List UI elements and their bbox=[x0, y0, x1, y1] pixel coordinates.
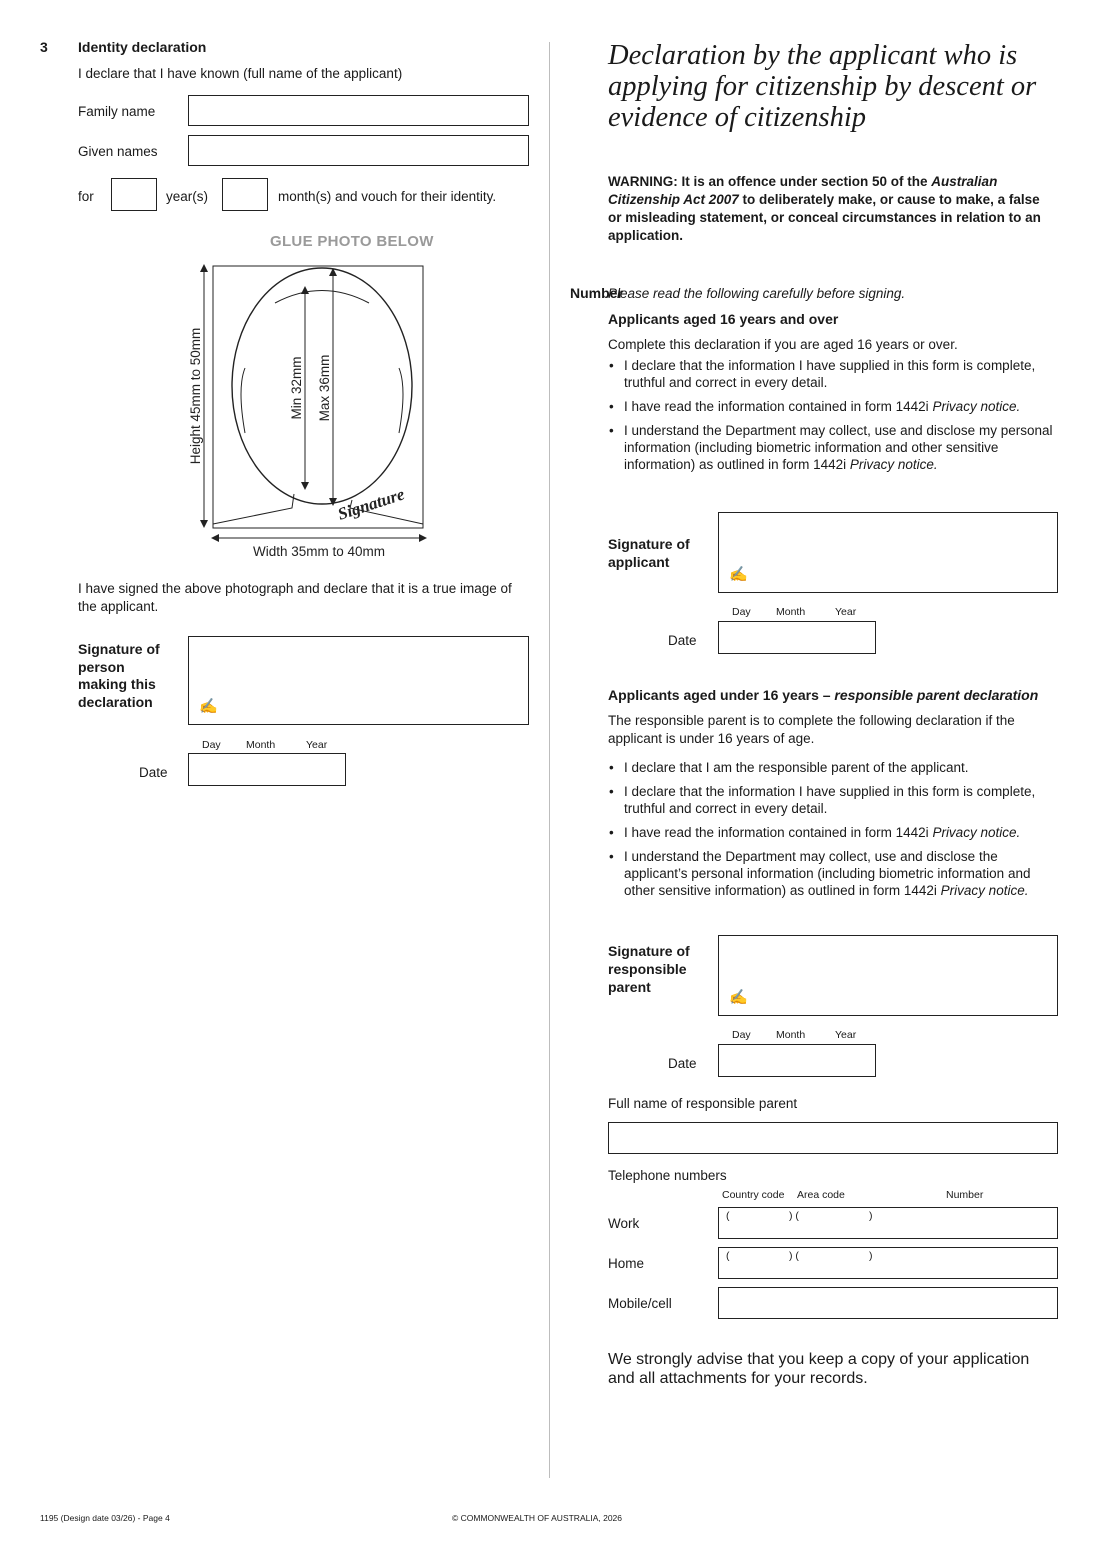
parent-signature-box[interactable] bbox=[718, 935, 1058, 1016]
over16-title: Applicants aged 16 years and over bbox=[608, 311, 839, 327]
home-label: Home bbox=[608, 1256, 645, 1271]
under16-bullets bbox=[608, 759, 1056, 906]
work-label: Work bbox=[608, 1216, 640, 1231]
min-label: Min 32mm bbox=[289, 356, 304, 420]
work-phone-input[interactable]: ( ) ( ) bbox=[718, 1207, 1058, 1239]
month-label: Month bbox=[246, 739, 276, 751]
month-label: Month bbox=[776, 606, 806, 618]
sig-applicant-label: Signature of applicant bbox=[608, 536, 690, 570]
signature-label: Signature of person making this declaration bbox=[78, 641, 160, 710]
day-label: Day bbox=[732, 606, 751, 618]
over16-intro: Complete this declaration if you are aged 16 years or over. bbox=[608, 337, 958, 352]
declarer-signature-box[interactable] bbox=[188, 636, 529, 725]
height-label: Height 45mm to 50mm bbox=[188, 327, 203, 465]
over16-bullets bbox=[608, 357, 1056, 480]
signature-sample: Signature bbox=[335, 484, 407, 524]
under16-intro: The responsible parent is to complete the following declaration if the applicant is under 16 years of age. bbox=[608, 713, 1015, 746]
applicant-signature-box[interactable] bbox=[718, 512, 1058, 593]
year-label: Year bbox=[306, 739, 328, 751]
list-item: • I have read the information contained in form 1442i Privacy notice. bbox=[608, 398, 1056, 415]
months-label: month(s) and vouch for their identity. bbox=[278, 189, 497, 204]
month-label: Month bbox=[776, 1029, 806, 1041]
photo-diagram bbox=[182, 258, 444, 568]
months-input[interactable] bbox=[222, 178, 268, 211]
list-item: • I declare that the information I have supplied in this form is complete, truthful and correct in every detail. bbox=[608, 783, 1056, 817]
section-intro: I declare that I have known (full name of the applicant) bbox=[78, 66, 403, 81]
glue-photo-label: GLUE PHOTO BELOW bbox=[270, 233, 434, 250]
date-label: Date bbox=[668, 1056, 697, 1071]
mobile-label: Mobile/cell bbox=[608, 1296, 672, 1311]
number-label: Number bbox=[946, 1189, 984, 1201]
given-names-label: Given names bbox=[78, 144, 158, 159]
pen-icon: ✍ bbox=[729, 989, 748, 1006]
given-names-input[interactable] bbox=[188, 135, 529, 166]
list-item: • I declare that I am the responsible parent of the applicant. bbox=[608, 759, 1056, 776]
column-divider bbox=[549, 42, 550, 1478]
list-item: • I declare that the information I have supplied in this form is complete, truthful and correct in every detail. bbox=[608, 357, 1056, 391]
day-label: Day bbox=[732, 1029, 751, 1041]
family-name-label: Family name bbox=[78, 104, 156, 119]
list-item: • I understand the Department may collect, use and disclose my personal information (including biometric information and other sensitive information) as outlined in form 1442i Privacy notice. bbox=[608, 422, 1056, 473]
max-label: Max 36mm bbox=[317, 354, 332, 422]
pen-icon: ✍ bbox=[729, 566, 748, 583]
advice-text: We strongly advise that you keep a copy of your application and all attachments for your records. bbox=[608, 1351, 1030, 1387]
year-label: Year bbox=[835, 1029, 857, 1041]
family-name-input[interactable] bbox=[188, 95, 529, 126]
telephone-label: Telephone numbers bbox=[608, 1168, 727, 1183]
home-phone-input[interactable]: ( ) ( ) bbox=[718, 1247, 1058, 1279]
under16-title: Applicants aged under 16 years – responsible parent declaration bbox=[608, 687, 1039, 703]
warning-text: WARNING: It is an offence under section 50 of the Australian Citizenship Act 2007 to deliberately make, or cause to make, a false or misleading statement, or conceal circumstances in relation to an application. bbox=[608, 174, 1041, 243]
full-name-label: Full name of responsible parent bbox=[608, 1096, 798, 1111]
read-carefully: Please read the following carefully before signing. bbox=[608, 286, 906, 301]
list-item: • I understand the Department may collect, use and disclose the applicant’s personal information (including biometric information and other sensitive information) as outlined in form 1442i Privacy notice. bbox=[608, 848, 1056, 899]
footer-copyright: © COMMONWEALTH OF AUSTRALIA, 2026 bbox=[452, 1513, 622, 1523]
date-label: Date bbox=[139, 765, 168, 780]
footer-page-info: 1195 (Design date 03/26) - Page 4 bbox=[40, 1513, 170, 1523]
signed-statement: I have signed the above photograph and declare that it is a true image of the applicant. bbox=[78, 581, 512, 614]
country-code-label: Country code bbox=[722, 1189, 785, 1201]
section-number: Number bbox=[570, 285, 623, 301]
declaration-heading: Declaration by the applicant who is applying for citizenship by descent or evidence of citizenship bbox=[608, 40, 1037, 133]
parent-full-name-input[interactable] bbox=[608, 1122, 1058, 1154]
declarer-date-input[interactable] bbox=[188, 753, 346, 786]
section-title: Identity declaration bbox=[78, 39, 207, 55]
area-code-label: Area code bbox=[797, 1189, 845, 1201]
parent-date-input[interactable] bbox=[718, 1044, 876, 1077]
year-label: Year bbox=[835, 606, 857, 618]
width-label: Width 35mm to 40mm bbox=[252, 544, 386, 559]
years-label: year(s) bbox=[166, 189, 209, 204]
pen-icon: ✍ bbox=[199, 698, 218, 715]
mobile-phone-input[interactable] bbox=[718, 1287, 1058, 1319]
years-input[interactable] bbox=[111, 178, 157, 211]
list-item: • I have read the information contained in form 1442i Privacy notice. bbox=[608, 824, 1056, 841]
date-label: Date bbox=[668, 633, 697, 648]
sig-parent-label: Signature of responsible parent bbox=[608, 943, 690, 995]
applicant-date-input[interactable] bbox=[718, 621, 876, 654]
day-label: Day bbox=[202, 739, 221, 751]
section-number: 3 bbox=[40, 39, 48, 55]
for-label: for bbox=[78, 189, 94, 204]
